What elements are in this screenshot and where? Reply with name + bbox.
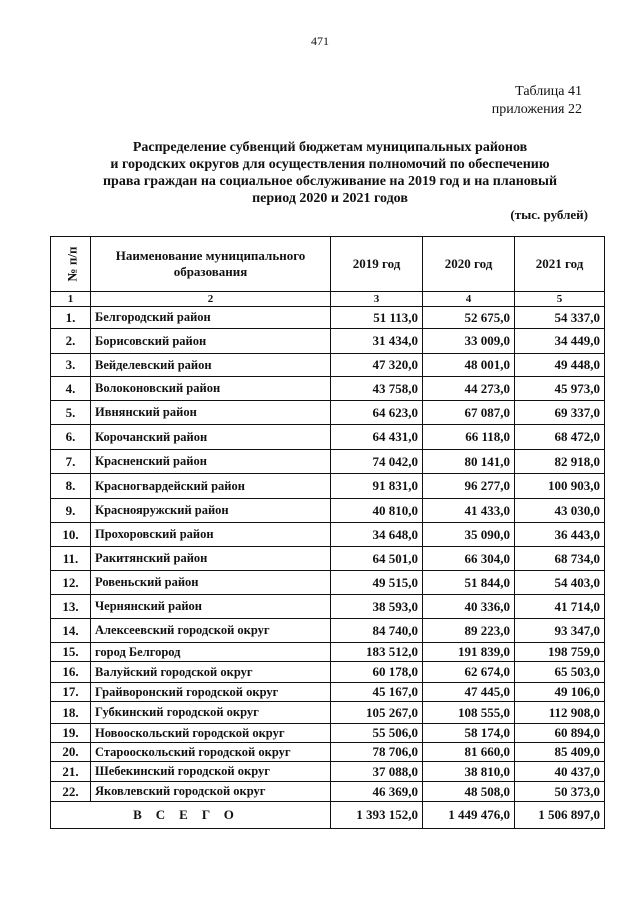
value-2020: 67 087,0: [423, 401, 515, 425]
value-2020: 96 277,0: [423, 474, 515, 499]
row-number: 3.: [51, 354, 91, 377]
subsidy-table: [50, 236, 605, 829]
row-number: 16.: [51, 662, 91, 683]
table-row: [51, 571, 605, 595]
row-name: Старооскольский городской округ: [91, 743, 331, 762]
row-name: Ровеньский район: [91, 571, 331, 595]
row-name: Губкинский городской округ: [91, 702, 331, 724]
row-number: 21.: [51, 762, 91, 782]
column-number: 3: [331, 292, 423, 307]
table-row: [51, 499, 605, 523]
table-row: [51, 643, 605, 662]
row-number: 2.: [51, 329, 91, 354]
value-2021: 68 734,0: [515, 547, 605, 571]
value-2019: 47 320,0: [331, 354, 423, 377]
value-2021: 49 106,0: [515, 683, 605, 702]
row-number: 9.: [51, 499, 91, 523]
value-2019: 43 758,0: [331, 377, 423, 401]
value-2021: 40 437,0: [515, 762, 605, 782]
column-number: 2: [91, 292, 331, 307]
value-2019: 64 623,0: [331, 401, 423, 425]
header-2020: 2020 год: [423, 237, 515, 292]
value-2019: 49 515,0: [331, 571, 423, 595]
row-name: Вейделевский район: [91, 354, 331, 377]
value-2021: 54 337,0: [515, 307, 605, 329]
value-2021: 93 347,0: [515, 619, 605, 643]
page-number: 471: [311, 34, 329, 48]
value-2019: 34 648,0: [331, 523, 423, 547]
row-name: Новооскольский городской округ: [91, 724, 331, 743]
value-2021: 60 894,0: [515, 724, 605, 743]
header-2019: 2019 год: [331, 237, 423, 292]
value-2019: 64 501,0: [331, 547, 423, 571]
document-title: [60, 139, 600, 207]
value-2021: 50 373,0: [515, 782, 605, 802]
row-name: Красненский район: [91, 450, 331, 474]
value-2020: 52 675,0: [423, 307, 515, 329]
row-name: Прохоровский район: [91, 523, 331, 547]
table-row: [51, 547, 605, 571]
value-2021: 82 918,0: [515, 450, 605, 474]
value-2019: 91 831,0: [331, 474, 423, 499]
header-name: Наименование муниципального образования: [91, 237, 331, 292]
value-2019: 55 506,0: [331, 724, 423, 743]
value-2020: 80 141,0: [423, 450, 515, 474]
row-number: 1.: [51, 307, 91, 329]
row-name: Грайворонский городской округ: [91, 683, 331, 702]
row-number: 13.: [51, 595, 91, 619]
value-2020: 33 009,0: [423, 329, 515, 354]
row-number: 17.: [51, 683, 91, 702]
table-reference: [492, 83, 582, 119]
value-2020: 38 810,0: [423, 762, 515, 782]
header-num-label: № п/п: [64, 246, 80, 282]
row-number: 22.: [51, 782, 91, 802]
row-name: Шебекинский городской округ: [91, 762, 331, 782]
value-2021: 198 759,0: [515, 643, 605, 662]
table-row: [51, 354, 605, 377]
value-2020: 62 674,0: [423, 662, 515, 683]
row-number: 15.: [51, 643, 91, 662]
row-number: 20.: [51, 743, 91, 762]
row-name: Алексеевский городской округ: [91, 619, 331, 643]
table-row: [51, 619, 605, 643]
table-row: [51, 782, 605, 802]
value-2019: 40 810,0: [331, 499, 423, 523]
table-row: [51, 450, 605, 474]
total-2020: 1 449 476,0: [423, 802, 515, 829]
column-number: 5: [515, 292, 605, 307]
units-note: (тыс. рублей): [510, 207, 588, 222]
title-line: и городских округов для осуществления полномочий по обеспечению: [110, 157, 550, 172]
row-name: Чернянский район: [91, 595, 331, 619]
value-2020: 35 090,0: [423, 523, 515, 547]
table-row: [51, 724, 605, 743]
total-row: [51, 802, 605, 829]
table-row: [51, 702, 605, 724]
value-2021: 41 714,0: [515, 595, 605, 619]
table-row: [51, 762, 605, 782]
row-number: 19.: [51, 724, 91, 743]
value-2020: 41 433,0: [423, 499, 515, 523]
value-2019: 46 369,0: [331, 782, 423, 802]
value-2019: 60 178,0: [331, 662, 423, 683]
value-2021: 43 030,0: [515, 499, 605, 523]
row-number: 8.: [51, 474, 91, 499]
value-2021: 69 337,0: [515, 401, 605, 425]
table-row: [51, 377, 605, 401]
header-row: [51, 237, 605, 292]
value-2020: 66 304,0: [423, 547, 515, 571]
table-row: [51, 425, 605, 450]
value-2021: 49 448,0: [515, 354, 605, 377]
value-2019: 37 088,0: [331, 762, 423, 782]
value-2019: 51 113,0: [331, 307, 423, 329]
row-name: Краснояружский район: [91, 499, 331, 523]
row-name: Ивнянский район: [91, 401, 331, 425]
value-2019: 183 512,0: [331, 643, 423, 662]
row-number: 10.: [51, 523, 91, 547]
row-number: 6.: [51, 425, 91, 450]
value-2021: 45 973,0: [515, 377, 605, 401]
row-name: Валуйский городской округ: [91, 662, 331, 683]
row-number: 7.: [51, 450, 91, 474]
table-ref-line: Таблица 41: [515, 84, 582, 99]
table-row: [51, 595, 605, 619]
table-row: [51, 683, 605, 702]
value-2019: 105 267,0: [331, 702, 423, 724]
row-name: Красногвардейский район: [91, 474, 331, 499]
value-2021: 85 409,0: [515, 743, 605, 762]
value-2021: 100 903,0: [515, 474, 605, 499]
row-name: город Белгород: [91, 643, 331, 662]
table-row: [51, 401, 605, 425]
header-num: [51, 237, 91, 292]
table-row: [51, 307, 605, 329]
value-2019: 31 434,0: [331, 329, 423, 354]
row-name: Борисовский район: [91, 329, 331, 354]
value-2020: 89 223,0: [423, 619, 515, 643]
total-2021: 1 506 897,0: [515, 802, 605, 829]
row-name: Ракитянский район: [91, 547, 331, 571]
value-2020: 40 336,0: [423, 595, 515, 619]
header-2021: 2021 год: [515, 237, 605, 292]
row-name: Яковлевский городской округ: [91, 782, 331, 802]
title-line: период 2020 и 2021 годов: [252, 191, 408, 206]
value-2020: 47 445,0: [423, 683, 515, 702]
value-2019: 38 593,0: [331, 595, 423, 619]
value-2020: 81 660,0: [423, 743, 515, 762]
value-2020: 51 844,0: [423, 571, 515, 595]
row-number: 12.: [51, 571, 91, 595]
table-ref-line: приложения 22: [491, 102, 582, 117]
value-2020: 44 273,0: [423, 377, 515, 401]
total-2019: 1 393 152,0: [331, 802, 423, 829]
value-2019: 64 431,0: [331, 425, 423, 450]
value-2021: 54 403,0: [515, 571, 605, 595]
table-row: [51, 662, 605, 683]
value-2021: 65 503,0: [515, 662, 605, 683]
value-2020: 191 839,0: [423, 643, 515, 662]
table-row: [51, 523, 605, 547]
value-2020: 108 555,0: [423, 702, 515, 724]
value-2020: 48 001,0: [423, 354, 515, 377]
row-name: Волоконовский район: [91, 377, 331, 401]
row-number: 14.: [51, 619, 91, 643]
value-2021: 68 472,0: [515, 425, 605, 450]
title-line: Распределение субвенций бюджетам муниципальных районов: [132, 140, 528, 155]
total-label: ВСЕГО: [51, 802, 331, 829]
row-number: 4.: [51, 377, 91, 401]
column-number-row: [51, 292, 605, 307]
row-number: 18.: [51, 702, 91, 724]
title-line: права граждан на социальное обслуживание на 2019 год и на плановый: [102, 174, 558, 189]
row-name: Белгородский район: [91, 307, 331, 329]
value-2021: 34 449,0: [515, 329, 605, 354]
column-number: 4: [423, 292, 515, 307]
value-2020: 58 174,0: [423, 724, 515, 743]
row-number: 11.: [51, 547, 91, 571]
value-2019: 74 042,0: [331, 450, 423, 474]
table-row: [51, 743, 605, 762]
value-2019: 78 706,0: [331, 743, 423, 762]
value-2020: 66 118,0: [423, 425, 515, 450]
value-2019: 45 167,0: [331, 683, 423, 702]
value-2021: 36 443,0: [515, 523, 605, 547]
value-2019: 84 740,0: [331, 619, 423, 643]
column-number: 1: [51, 292, 91, 307]
table-row: [51, 329, 605, 354]
row-number: 5.: [51, 401, 91, 425]
table-row: [51, 474, 605, 499]
value-2020: 48 508,0: [423, 782, 515, 802]
row-name: Корочанский район: [91, 425, 331, 450]
value-2021: 112 908,0: [515, 702, 605, 724]
